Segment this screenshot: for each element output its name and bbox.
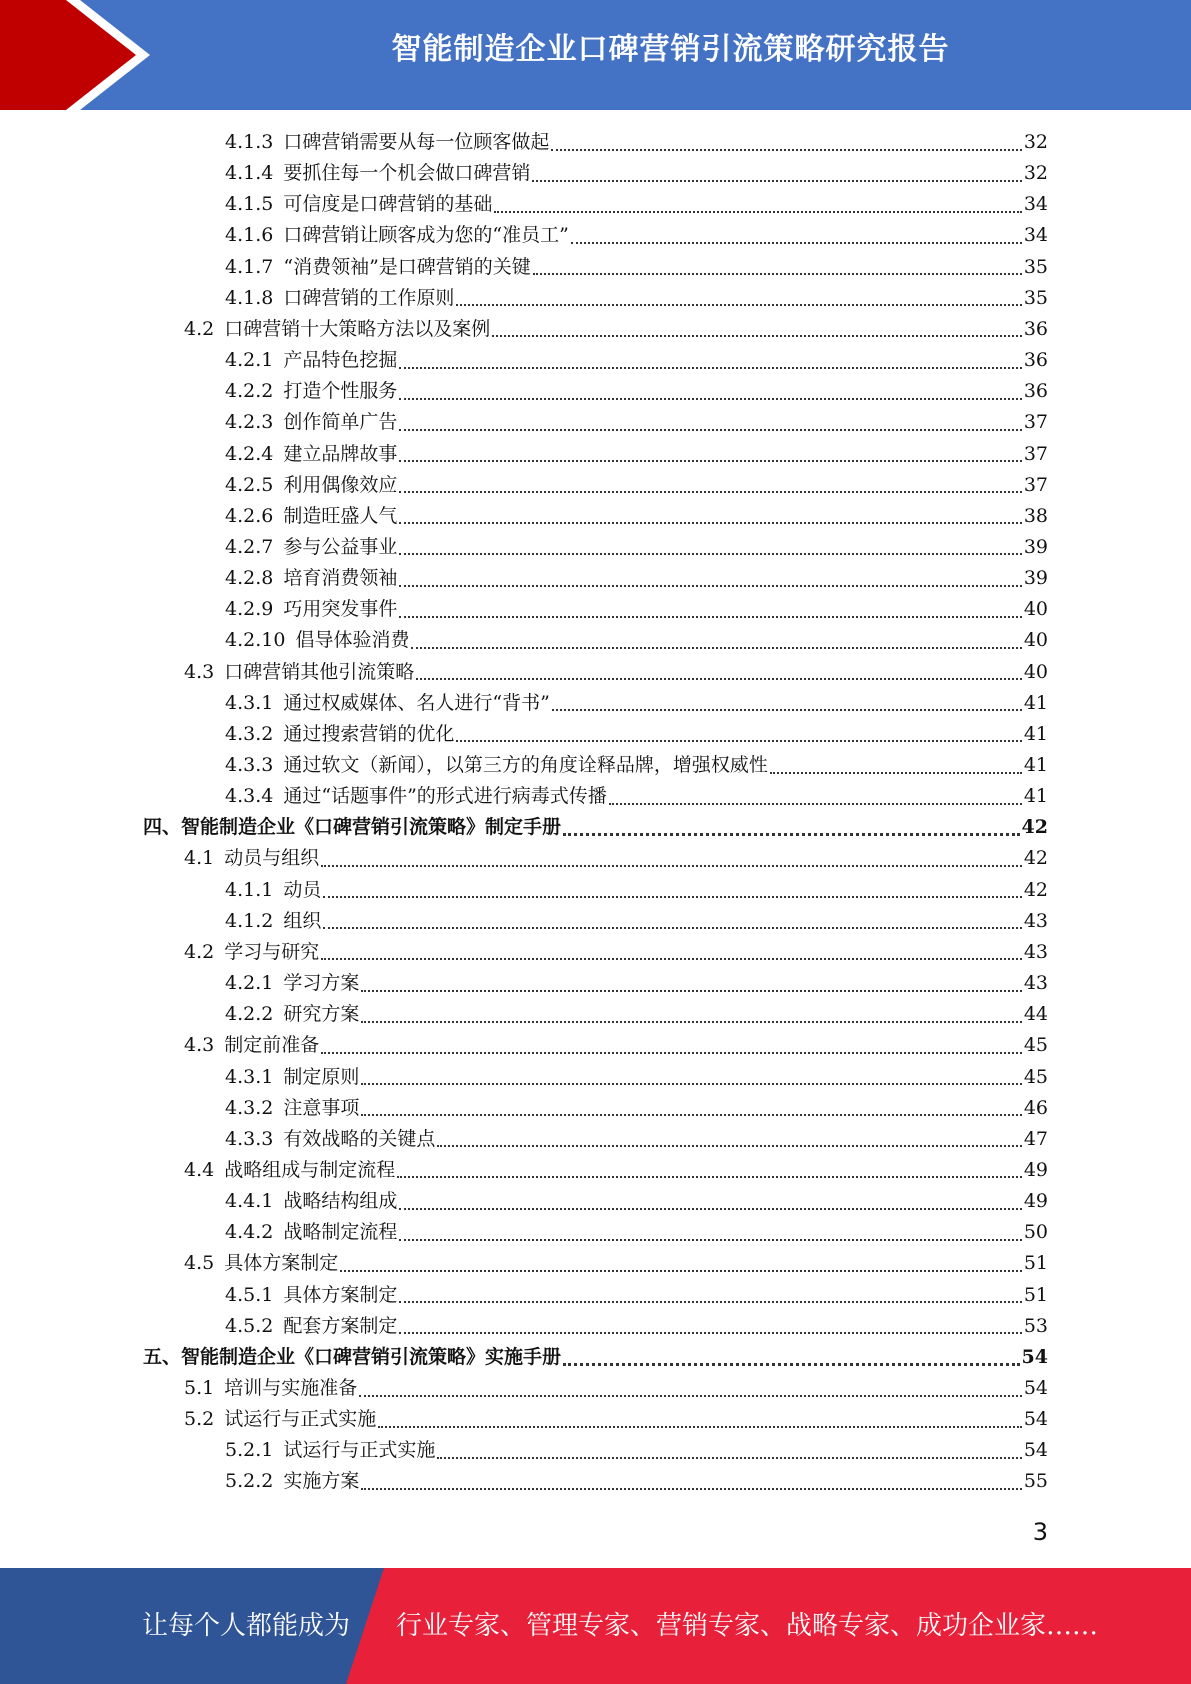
toc-entry-title: 试运行与正式实施 <box>224 1408 377 1431</box>
toc-entry-page: 54 <box>1021 1345 1048 1368</box>
toc-entry-page: 39 <box>1023 535 1048 558</box>
toc-entry-number: 4.2.3 <box>225 411 274 434</box>
toc-entry-title: 通过搜索营销的优化 <box>283 722 455 745</box>
toc-entry-title: 学习与研究 <box>224 940 320 963</box>
toc-entry-number: 4.2.8 <box>225 567 274 590</box>
toc-entry-title: 研究方案 <box>283 1003 360 1026</box>
toc-entry-number: 4.2.2 <box>225 1003 274 1026</box>
toc-dot-leader <box>399 1332 1021 1334</box>
toc-entry[interactable] <box>225 439 1048 470</box>
toc-entry[interactable] <box>225 1466 1048 1497</box>
toc-entry-title: 口碑营销十大策略方法以及案例 <box>224 317 491 340</box>
toc-dot-leader <box>361 1083 1021 1085</box>
toc-entry[interactable] <box>184 1248 1048 1279</box>
footer-slogan-right: 行业专家、管理专家、营销专家、战略专家、成功企业家…… <box>396 1611 1099 1641</box>
toc-entry-title: 利用偶像效应 <box>283 473 398 496</box>
toc-entry-page: 54 <box>1023 1377 1048 1399</box>
toc-dot-leader <box>411 647 1021 649</box>
toc-entry-title: 动员与组织 <box>224 847 320 870</box>
toc-entry-page: 42 <box>1023 847 1048 870</box>
toc-dot-leader <box>770 772 1022 774</box>
toc-dot-leader <box>323 896 1021 898</box>
toc-entry[interactable] <box>225 594 1048 625</box>
toc-dot-leader <box>492 335 1022 337</box>
toc-entry-number: 4.1 <box>184 847 215 870</box>
toc-dot-leader <box>359 1395 1022 1397</box>
toc-entry-title: 巧用突发事件 <box>283 598 398 621</box>
toc-entry-title: 实施方案 <box>283 1470 360 1493</box>
toc-entry-title: 战略组成与制定流程 <box>224 1158 396 1181</box>
toc-entry-title: 具体方案制定 <box>283 1283 398 1306</box>
toc-entry-number: 4.5 <box>184 1252 215 1275</box>
toc-entry[interactable] <box>184 1404 1048 1435</box>
toc-entry-page: 45 <box>1023 1065 1048 1088</box>
toc-entry-number: 4.2.2 <box>225 380 274 403</box>
toc-entry-page: 42 <box>1021 816 1048 839</box>
toc-entry[interactable] <box>225 252 1048 283</box>
toc-entry-title: 口碑营销的工作原则 <box>283 286 455 309</box>
toc-dot-leader <box>563 833 1020 836</box>
toc-entry-number: 4.2.7 <box>225 535 274 558</box>
toc-entry-title: 创作简单广告 <box>283 411 398 434</box>
toc-entry[interactable] <box>184 937 1048 968</box>
toc-entry[interactable] <box>225 875 1048 906</box>
toc-dot-leader <box>416 678 1022 680</box>
toc-entry[interactable] <box>225 189 1048 220</box>
toc-entry-title: 要抓住每一个机会做口碑营销 <box>283 162 531 185</box>
toc-entry-page: 36 <box>1023 349 1048 372</box>
toc-entry[interactable] <box>225 750 1048 781</box>
toc-entry[interactable] <box>184 843 1048 874</box>
toc-entry-title: 配套方案制定 <box>283 1314 398 1337</box>
toc-entry[interactable] <box>184 314 1048 345</box>
toc-entry[interactable] <box>225 1435 1048 1466</box>
toc-dot-leader <box>361 1021 1021 1023</box>
toc-entry-page: 37 <box>1023 473 1048 496</box>
toc-entry-title: 培育消费领袖 <box>283 567 398 590</box>
toc-entry-number: 5.1 <box>184 1377 215 1399</box>
toc-entry-number: 4.2.9 <box>225 598 274 621</box>
toc-entry-number: 4.3.1 <box>225 691 274 714</box>
toc-entry-page: 55 <box>1023 1470 1048 1493</box>
toc-entry-title: 试运行与正式实施 <box>283 1439 436 1462</box>
header-arrow-decoration <box>0 0 160 110</box>
toc-entry-page: 42 <box>1023 878 1048 901</box>
footer-slogan-left: 让每个人都能成为 <box>142 1611 351 1641</box>
toc-entry-number: 4.5.1 <box>225 1283 274 1306</box>
toc-entry-page: 51 <box>1023 1252 1048 1275</box>
page-header <box>0 0 1191 110</box>
toc-dot-leader <box>361 990 1021 992</box>
toc-entry-page: 40 <box>1023 660 1048 683</box>
toc-entry-title: “消费领袖”是口碑营销的关键 <box>283 255 531 278</box>
toc-dot-leader <box>378 1426 1022 1428</box>
toc-entry[interactable] <box>225 563 1048 594</box>
toc-entry-title: 倡导体验消费 <box>295 629 410 652</box>
toc-dot-leader <box>494 211 1021 213</box>
toc-entry[interactable] <box>225 470 1048 501</box>
toc-entry-title: 注意事项 <box>283 1096 360 1119</box>
toc-dot-leader <box>321 958 1022 960</box>
toc-entry-number: 4.1.3 <box>225 131 274 153</box>
toc-entry[interactable] <box>225 283 1048 314</box>
toc-entry[interactable] <box>143 812 1048 843</box>
toc-dot-leader <box>323 927 1021 929</box>
toc-entry-number: 5.2.2 <box>225 1470 274 1493</box>
toc-entry-page: 34 <box>1023 224 1048 247</box>
toc-entry[interactable] <box>225 1186 1048 1217</box>
toc-entry-page: 54 <box>1023 1408 1048 1431</box>
toc-entry-title: 制定前准备 <box>224 1034 320 1057</box>
toc-entry-title: 口碑营销需要从每一位顾客做起 <box>283 131 550 153</box>
toc-entry-page: 32 <box>1023 162 1048 185</box>
toc-entry-number: 4.2.5 <box>225 473 274 496</box>
toc-entry-title: 打造个性服务 <box>283 380 398 403</box>
toc-entry[interactable] <box>184 657 1048 688</box>
toc-dot-leader <box>321 1052 1022 1054</box>
toc-entry-page: 44 <box>1023 1003 1048 1026</box>
toc-entry-number: 4.1.1 <box>225 878 274 901</box>
toc-entry[interactable] <box>225 906 1048 937</box>
toc-entry[interactable] <box>225 688 1048 719</box>
toc-entry-title: 学习方案 <box>283 972 360 995</box>
toc-entry-title: 制定原则 <box>283 1065 360 1088</box>
toc-entry-title: 五、智能制造企业《口碑营销引流策略》实施手册 <box>143 1345 562 1368</box>
toc-entry-page: 41 <box>1023 691 1048 714</box>
toc-entry-number: 4.4 <box>184 1158 215 1181</box>
toc-entry-page: 37 <box>1023 411 1048 434</box>
toc-entry[interactable] <box>225 968 1048 999</box>
toc-entry[interactable] <box>184 1155 1048 1186</box>
toc-entry-page: 35 <box>1023 255 1048 278</box>
toc-entry-page: 51 <box>1023 1283 1048 1306</box>
toc-dot-leader <box>399 491 1021 493</box>
toc-entry-page: 47 <box>1023 1127 1048 1150</box>
toc-entry-number: 4.4.1 <box>225 1190 274 1213</box>
toc-entry[interactable] <box>225 345 1048 376</box>
toc-dot-leader <box>399 460 1021 462</box>
toc-entry-page: 37 <box>1023 442 1048 465</box>
toc-dot-leader <box>437 1145 1021 1147</box>
page-number: 3 <box>1032 1518 1048 1546</box>
toc-dot-leader <box>340 1270 1022 1272</box>
toc-entry-number: 4.1.7 <box>225 255 274 278</box>
toc-entry[interactable] <box>184 1030 1048 1061</box>
toc-entry-page: 49 <box>1023 1190 1048 1213</box>
toc-entry-number: 5.2 <box>184 1408 215 1431</box>
toc-entry-number: 4.3.1 <box>225 1065 274 1088</box>
toc-entry-title: 通过软文（新闻），以第三方的角度诠释品牌，增强权威性 <box>283 754 768 776</box>
toc-entry-page: 49 <box>1023 1158 1048 1181</box>
toc-entry[interactable] <box>225 376 1048 407</box>
toc-entry-title: 产品特色挖掘 <box>283 349 398 372</box>
toc-entry-page: 34 <box>1023 193 1048 216</box>
toc-entry-number: 4.2 <box>184 940 215 963</box>
toc-entry-page: 54 <box>1023 1439 1048 1462</box>
toc-entry-number: 4.2.1 <box>225 349 274 372</box>
toc-entry-title: 动员 <box>283 878 322 901</box>
toc-dot-leader <box>399 553 1021 555</box>
toc-entry-number: 4.2 <box>184 317 215 340</box>
toc-dot-leader <box>552 709 1022 711</box>
toc-dot-leader <box>609 803 1022 805</box>
toc-entry-page: 35 <box>1023 286 1048 309</box>
toc-entry[interactable] <box>225 1124 1048 1155</box>
toc-entry-number: 4.2.4 <box>225 442 274 465</box>
toc-entry-number: 4.3 <box>184 660 215 683</box>
toc-dot-leader <box>456 740 1021 742</box>
toc-dot-leader <box>533 273 1022 275</box>
toc-dot-leader <box>571 242 1022 244</box>
toc-entry-page: 43 <box>1023 909 1048 932</box>
toc-entry-title: 可信度是口碑营销的基础 <box>283 193 493 216</box>
toc-entry-number: 4.3.3 <box>225 754 274 776</box>
toc-entry-page: 53 <box>1023 1314 1048 1337</box>
toc-dot-leader <box>361 1488 1021 1490</box>
toc-entry-page: 36 <box>1023 380 1048 403</box>
toc-dot-leader <box>399 1301 1021 1303</box>
toc-entry-number: 4.4.2 <box>225 1221 274 1244</box>
toc-entry[interactable] <box>225 501 1048 532</box>
toc-entry-title: 战略制定流程 <box>283 1221 398 1244</box>
toc-entry-title: 四、智能制造企业《口碑营销引流策略》制定手册 <box>143 816 562 839</box>
toc-dot-leader <box>361 1114 1021 1116</box>
toc-entry[interactable] <box>225 1280 1048 1311</box>
toc-entry-number: 4.1.8 <box>225 286 274 309</box>
toc-entry-page: 43 <box>1023 972 1048 995</box>
toc-entry-page: 41 <box>1023 785 1048 808</box>
toc-entry-page: 39 <box>1023 567 1048 590</box>
toc-entry[interactable] <box>225 1217 1048 1248</box>
toc-dot-leader <box>399 429 1021 431</box>
toc-entry[interactable] <box>225 781 1048 812</box>
toc-entry-title: 组织 <box>283 909 322 932</box>
toc-entry-page: 40 <box>1023 598 1048 621</box>
toc-entry-title: 参与公益事业 <box>283 535 398 558</box>
toc-entry[interactable] <box>225 158 1048 189</box>
toc-entry-page: 45 <box>1023 1034 1048 1057</box>
toc-entry-title: 培训与实施准备 <box>224 1377 358 1399</box>
toc-dot-leader <box>456 304 1021 306</box>
toc-entry[interactable] <box>225 1311 1048 1342</box>
toc-entry[interactable] <box>225 127 1048 158</box>
toc-dot-leader <box>563 1363 1020 1366</box>
toc-dot-leader <box>399 1208 1021 1210</box>
toc-entry-title: 战略结构组成 <box>283 1190 398 1213</box>
toc-dot-leader <box>399 616 1021 618</box>
toc-entry-page: 50 <box>1023 1221 1048 1244</box>
toc-dot-leader <box>399 522 1021 524</box>
toc-entry-page: 41 <box>1023 722 1048 745</box>
toc-entry-page: 46 <box>1023 1096 1048 1119</box>
toc-entry-title: 具体方案制定 <box>224 1252 339 1275</box>
toc-entry-title: 有效战略的关键点 <box>283 1127 436 1150</box>
toc-entry-number: 4.1.2 <box>225 909 274 932</box>
toc-dot-leader <box>399 398 1021 400</box>
toc-entry-page: 41 <box>1023 754 1048 776</box>
page-footer <box>0 1568 1191 1684</box>
toc-dot-leader <box>399 585 1021 587</box>
toc-entry[interactable] <box>225 1062 1048 1093</box>
toc-dot-leader <box>399 367 1021 369</box>
report-title: 智能制造企业口碑营销引流策略研究报告 <box>391 32 950 67</box>
toc-entry-number: 4.3 <box>184 1034 215 1057</box>
toc-entry-number: 4.1.6 <box>225 224 274 247</box>
toc-entry-number: 4.2.10 <box>225 629 286 652</box>
toc-entry-title: 制造旺盛人气 <box>283 504 398 527</box>
toc-entry[interactable] <box>225 625 1048 656</box>
toc-entry-number: 4.3.2 <box>225 722 274 745</box>
toc-entry-number: 5.2.1 <box>225 1439 274 1462</box>
toc-entry-number: 4.3.2 <box>225 1096 274 1119</box>
toc-entry[interactable] <box>225 532 1048 563</box>
toc-entry-title: 通过“话题事件”的形式进行病毒式传播 <box>283 785 607 808</box>
toc-entry[interactable] <box>143 1342 1048 1373</box>
toc-entry-number: 4.2.1 <box>225 972 274 995</box>
toc-dot-leader <box>551 149 1021 151</box>
toc-entry-title: 通过权威媒体、名人进行“背书” <box>283 691 550 714</box>
toc-entry[interactable] <box>184 1373 1048 1404</box>
toc-entry-page: 40 <box>1023 629 1048 652</box>
toc-entry[interactable] <box>225 999 1048 1030</box>
toc-dot-leader <box>532 180 1021 182</box>
toc-entry-page: 43 <box>1023 940 1048 963</box>
toc-dot-leader <box>397 1176 1022 1178</box>
toc-entry-number: 4.5.2 <box>225 1314 274 1337</box>
toc-entry-page: 36 <box>1023 317 1048 340</box>
toc-entry-title: 口碑营销其他引流策略 <box>224 660 415 683</box>
toc-dot-leader <box>437 1457 1021 1459</box>
toc-entry-number: 4.3.4 <box>225 785 274 808</box>
toc-entry[interactable] <box>225 220 1048 251</box>
toc-entry[interactable] <box>225 407 1048 438</box>
toc-entry-title: 建立品牌故事 <box>283 442 398 465</box>
toc-entry-title: 口碑营销让顾客成为您的“准员工” <box>283 224 569 247</box>
toc-entry[interactable] <box>225 1093 1048 1124</box>
toc-entry-number: 4.1.4 <box>225 162 274 185</box>
toc-entry-number: 4.2.6 <box>225 504 274 527</box>
toc-dot-leader <box>321 865 1022 867</box>
toc-entry-page: 32 <box>1023 131 1048 153</box>
toc-entry-number: 4.1.5 <box>225 193 274 216</box>
toc-entry-number: 4.3.3 <box>225 1127 274 1150</box>
toc-entry[interactable] <box>225 719 1048 750</box>
toc-entry-page: 38 <box>1023 504 1048 527</box>
toc-dot-leader <box>399 1239 1021 1241</box>
